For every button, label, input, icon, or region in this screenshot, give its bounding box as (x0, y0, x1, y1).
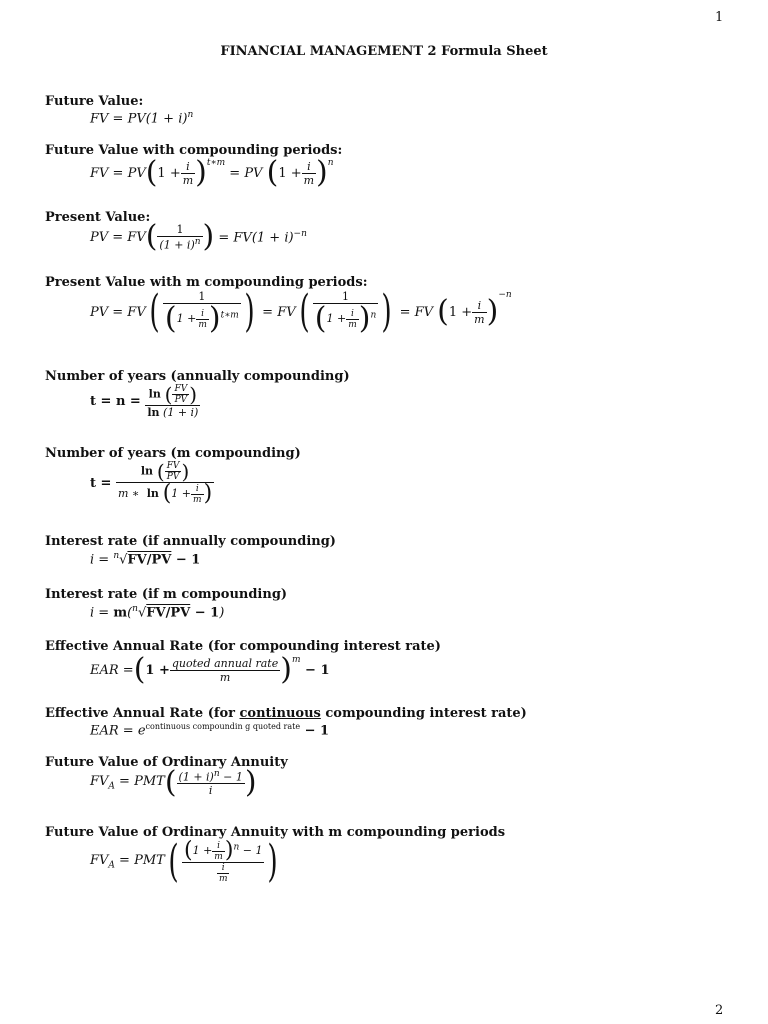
ear-numerator: quoted annual rate (171, 656, 279, 670)
formula-years-annual: t = n = ln ( $\frac{FV}{PV}$ ) ln (1 + i) (90, 382, 199, 419)
section-heading-fv-compounding: Future Value with compounding periods: (45, 143, 343, 158)
page-number-top: 1 (715, 10, 724, 25)
formula-exponent: n (187, 110, 194, 120)
formula-future-value (90, 110, 193, 126)
formula-pv-m-compounding: PV = FV ( 1 (1 + $\frac{i}{m}$ )$^{t∗m}$ ) = FV ( 1 (1 + $\frac{i}{m}$ )$^n$ ) = FV ( 1 + $\frac{i}{m}$ ) $^{-n}$ (90, 286, 512, 337)
formula-fv-compounding: FV = PV ( 1 + $\frac{i}{m}$ ) $^{t∗m}$ = PV ( 1 + $\frac{i}{m}$ ) $^n$ (90, 155, 334, 190)
section-heading-interest-annual: Interest rate (if annually compounding) (45, 534, 336, 549)
formula-fv-annuity: $FV_A$ = PMT ( $\frac{(1 + i)^n - 1}{i}$ ) (90, 765, 257, 800)
formula-interest-annual: i = $^n$√FV/PV − 1 (90, 551, 201, 568)
section-heading-ear-continuous: Effective Annual Rate (for continuous compounding interest rate) (45, 706, 527, 721)
section-heading-years-m: Number of years (m compounding) (45, 446, 301, 461)
formula-text: FV = PV(1 + i) (90, 111, 188, 127)
section-heading-fv-annuity-m: Future Value of Ordinary Annuity with m compounding periods (45, 825, 506, 840)
section-heading-years-annual: Number of years (annually compounding) (45, 369, 350, 384)
formula-years-m: t = ln ( $\frac{FV}{PV}$ ) m ∗ ln (1 + $\frac{i}{m}$ ) (90, 459, 213, 506)
section-heading-pv-m-compounding: Present Value with m compounding periods: (45, 275, 368, 290)
formula-present-value: PV = FV ( $\frac{1}{(1 + i)^n}$ ) = $FV(1 + i)^{-n}$ (90, 219, 307, 254)
section-heading-ear: Effective Annual Rate (for compounding interest rate) (45, 639, 441, 654)
page-title: FINANCIAL MANAGEMENT 2 Formula Sheet (220, 44, 548, 59)
page-number-bottom: 2 (715, 1003, 724, 1018)
section-heading-fv-annuity: Future Value of Ordinary Annuity (45, 755, 288, 770)
formula-fv-annuity-m: $FV_A$ = PMT ( (1 + $\frac{i}{m}$ )$^n$ − 1 $\frac{i}{m}$ ) (90, 836, 279, 887)
section-heading-future-value: Future Value: (45, 94, 144, 109)
ear-continuous-exponent: continuous compoundin g quoted rate (145, 722, 301, 731)
section-heading-present-value: Present Value: (45, 210, 151, 225)
formula-ear: EAR = ( 1 + $\frac{\text{quoted annual rate}}{m}$ ) $^m$ − 1 (90, 652, 330, 687)
formula-interest-m: i = m($^n$√FV/PV − 1) (90, 604, 225, 621)
section-heading-interest-m: Interest rate (if m compounding) (45, 587, 288, 602)
formula-ear-continuous: EAR = $e^{continuous compoundin g quoted rate} - 1$ (90, 722, 330, 739)
